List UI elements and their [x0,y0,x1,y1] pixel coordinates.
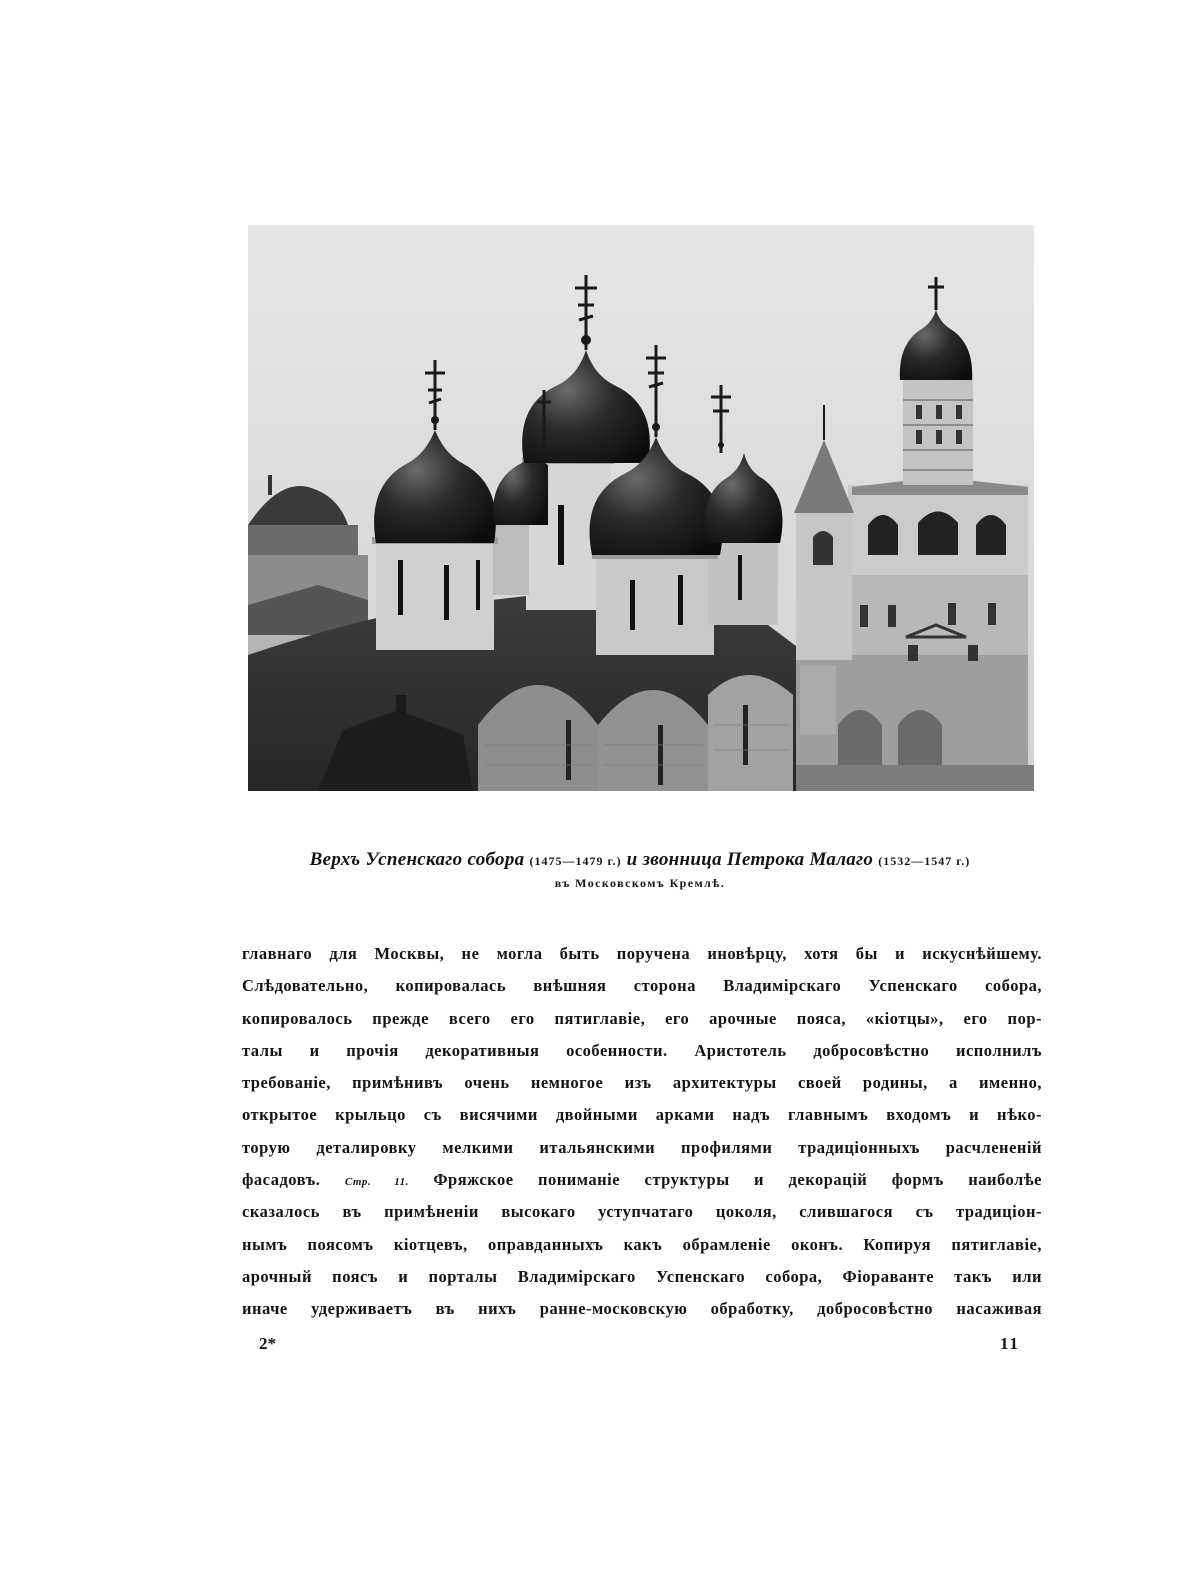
cathedral-photograph [248,225,1034,791]
text-line: арочный поясъ и порталы Владимірскаго Успенскаго собора, Фіораванте такъ или [242,1266,1042,1286]
text-line: требованіе, примѣнивъ очень немногое изъ архитектуры своей родины, а именно, [242,1073,1042,1093]
photo-illustration [248,225,1034,791]
caption-subtitle: въ Московскомъ Кремлѣ. [554,876,726,890]
text-line: иначе удерживаетъ въ нихъ ранне-московскую обработку, добросовѣстно насаживая [242,1299,1042,1319]
line-rest: Фряжское пониманіе структуры и декорацій формъ наиболѣе [433,1170,1042,1190]
text-line: сказалось въ примѣненіи высокаго уступчатаго цоколя, слившагося съ традиціон- [242,1202,1042,1222]
body-text [242,938,1042,1326]
text-line: Слѣдовательно, копировалась внѣшняя сторона Владимірскаго Успенскаго собора, [242,976,1042,996]
text-line: торую деталировку мелкими итальянскими профилями традиціонныхъ расчлененій [242,1137,1042,1157]
figure-caption [200,848,1080,891]
page-number: 11 [1000,1334,1021,1353]
text-line-with-reference [242,1164,1042,1196]
line-start: фасадовъ. [242,1170,321,1190]
caption-part1: Верхъ Успенскаго собора [309,849,525,870]
caption-date1: (1475—1479 г.) [529,854,622,868]
caption-part2: и звонница Петрока Малаго [626,849,874,870]
text-line: копировалось прежде всего его пятиглавіе, его арочные пояса, «кіотцы», его пор- [242,1008,1042,1028]
signature-mark: 2* [259,1334,276,1353]
text-line: талы и прочія декоративныя особенности. Аристотель добросовѣстно исполнилъ [242,1040,1042,1060]
caption-title [200,848,1080,873]
text-line: главнаго для Москвы, не могла быть поручена иновѣрцу, хотя бы и искуснѣйшему. [242,944,1042,963]
page-reference: Стр. 11. [344,1176,409,1189]
text-line: открытое крыльцо съ висячими двойными арками надъ главнымъ входомъ и нѣко- [242,1105,1042,1125]
text-line: нымъ поясомъ кіотцевъ, оправданныхъ какъ обрамленіе оконъ. Копируя пятиглавіе, [242,1234,1042,1254]
caption-date2: (1532—1547 г.) [878,854,971,868]
